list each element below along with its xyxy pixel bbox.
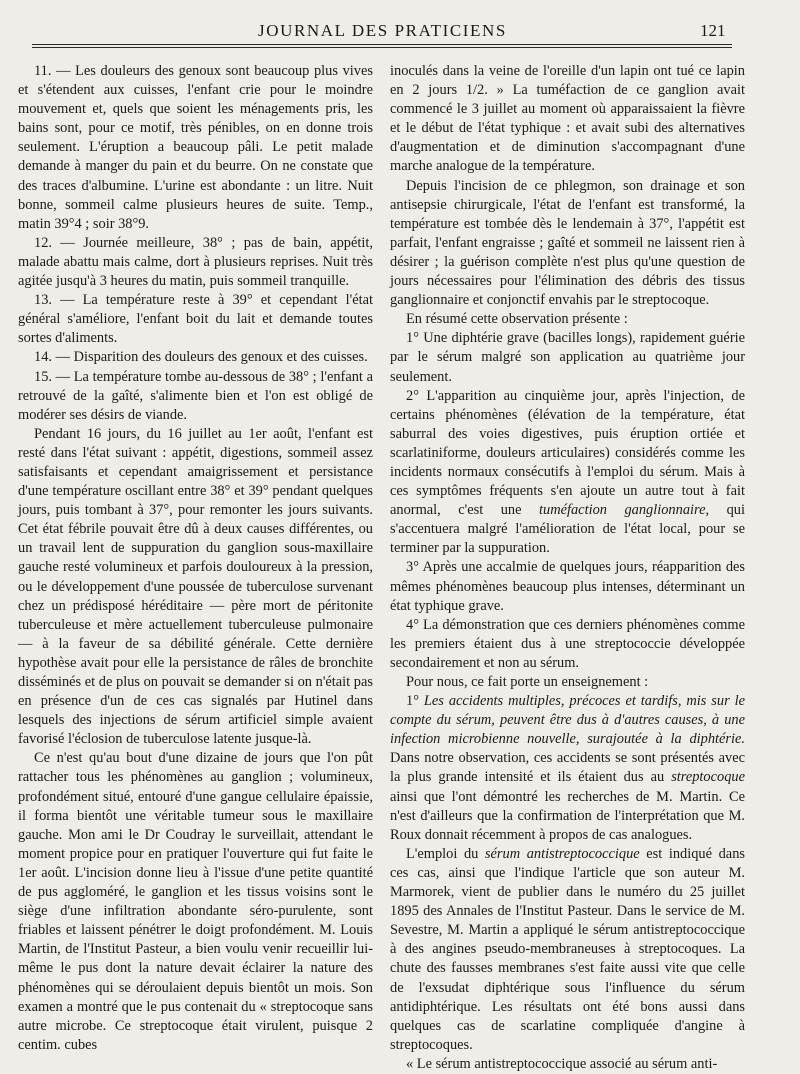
text-run: L'emploi du	[406, 845, 485, 862]
paragraph: 13. — La température reste à 39° et cependant l'état général s'améliore, l'enfant boit du lait et demande toutes sortes d'aliments.	[18, 292, 373, 347]
text-run: ainsi que l'ont démontré les recherches de M. Martin. Ce n'est d'ailleurs que la confirmation de l'interprétation que M. Roux donnait récemment à propos de cas analogues.	[390, 788, 745, 843]
text-run: 1°	[406, 693, 424, 710]
left-column	[18, 62, 373, 1055]
text-run: 2° L'apparition au cinquième jour, après l'injection, de certains phénomènes (élévation de la température, état saburral des voies digestives, puis éruption ortiée et scarlatiniforme, douleurs articulaires) considérés comme les incidents normaux consécutifs à l'emploi du sérum. Mais à ces symptômes fréquents s'en ajoute un autre tout à fait anormal, c'est une	[390, 387, 745, 519]
emphasis: sérum antistreptococcique	[484, 845, 640, 862]
paragraph: Pour nous, ce fait porte un enseignement :	[406, 674, 649, 690]
paragraph: 12. — Journée meilleure, 38° ; pas de bain, appétit, malade abattu mais calme, dort à plusieurs reprises. Nuit très agitée jusqu'à 3 heures du matin, puis sommeil tranquille.	[18, 234, 373, 290]
header-rule-thin	[32, 47, 732, 48]
paragraph: Depuis l'incision de ce phlegmon, son drainage et son antisepsie chirurgicale, l'état de l'enfant est transformé, la température est tombée dès le lendemain à 37°, l'appétit est parfait, l'enfant engraisse ; gaîté et sommeil ne laissent rien à désirer ; la guérison complète n'est plus qu'une question de jours nécessaires pour l'élimination des débris des tissus ganglionnaire et conjonctif envahis par le streptocoque.	[390, 177, 745, 309]
paragraph: 11. — Les douleurs des genoux sont beaucoup plus vives et s'étendent aux cuisses, l'enfant crie pour le moindre mouvement et, quels que soient les ménagements pris, les bains sont, pour ce motif, très pénibles, on en donne trois seulement. L'éruption a beaucoup pâli. Le petit malade demande à manger du pain et du beurre. On ne constate que des traces d'albumine. L'urine est abondante : un litre. Nuit bonne, sommeil calme plusieurs heures de suite. Temp., matin 39°4 ; soir 38°9.	[18, 63, 373, 232]
paragraph: 15. — La température tombe au-dessous de 38° ; l'enfant a retrouvé de la gaîté, s'alimente bien et l'on est obligé de modérer ses désirs de viande.	[18, 368, 373, 423]
paragraph: 3° Après une accalmie de quelques jours, réapparition des mêmes phénomènes beaucoup plus intenses, déterminant un état typhique grave.	[390, 559, 745, 614]
running-header	[0, 0, 800, 52]
journal-title: JOURNAL DES PRATICIENS	[258, 21, 507, 40]
paragraph: 1° Une diphtérie grave (bacilles longs), rapidement guérie par le sérum malgré son application au quatrième jour seulement.	[390, 330, 745, 385]
paragraph: inoculés dans la veine de l'oreille d'un lapin ont tué ce lapin en 2 jours 1/2. » La tuméfaction de ce ganglion avait commencé le 3 juillet au moment où apparaissaient la fièvre et le début de l'état typhique : et avait subi des alternatives d'augmentation et de diminution s'accompagnant d'une marche analogue de la température.	[390, 63, 745, 175]
emphasis: streptocoque	[671, 769, 745, 786]
page-number: 121	[700, 21, 726, 40]
paragraph: « Le sérum antistreptococcique associé au sérum anti-	[406, 1055, 718, 1072]
text-run: , qui s'accentuera malgré l'amélioration de l'état local, pour se terminer par la suppuration.	[390, 502, 745, 557]
paragraph: Ce n'est qu'au bout d'une dizaine de jours que l'on pût rattacher tous les phénomènes au ganglion ; volumineux, profondément situé, entouré d'une gangue cellulaire épaissie, il forma bientôt une véritable tumeur sous le maxillaire gauche. Mon ami le Dr Coudray le surveillait, attendant le moment propice pour en pratiquer l'ouverture qui fut faite le 1er août. L'incision donne lieu à l'issue d'une petite quantité de pus aggloméré, le ganglion et les tissus voisins sont le siège d'une infiltration abondante séro-purulente, sont friables et laissent pénétrer le doigt profondément. M. Louis Martin, de l'Institut Pasteur, a bien voulu venir recueillir lui-même le pus dont la nature devait éclairer la nature des phénomènes qui se déroulaient depuis bientôt un mois. Son examen a montré que le pus contenait du « streptocoque sans autre microbe. Ce streptocoque était virulent, puisque 2 centim. cubes	[18, 750, 373, 1053]
paragraph	[390, 387, 745, 559]
paragraph: 4° La démonstration que ces derniers phénomènes comme les premiers étaient dus à une streptococcie développée secondairement et non au sérum.	[390, 616, 745, 671]
text-run: est indiqué dans ces cas, ainsi que l'indique l'article que son auteur M. Marmorek, vient de publier dans le numéro du 25 juillet 1895 des Annales de l'Institut Pasteur. Dans le service de M. Sevestre, M. Martin a appliqué le sérum antistreptococcique à des angines pseudo-membraneuses à streptocoques. La chute des fausses membranes s'est faite aussi vite que celle de l'exsudat diphtérique sous l'influence du sérum antidiphtérique. Les résultats ont été bons aussi dans quelques cas de scarlatine compliquée d'angine à streptocoques.	[390, 845, 745, 1053]
emphasis: Les accidents multiples, précoces et tardifs, mis sur le compte du sérum, peuvent être dus à d'autres causes, à une infection microbienne nouvelle, surajoutée à la diphtérie.	[390, 693, 745, 748]
header-rule	[32, 44, 732, 45]
paragraph: Pendant 16 jours, du 16 juillet au 1er août, l'enfant est resté dans l'état suivant : appétit, digestions, sommeil assez satisfaisants et cependant amaigrissement et persistance d'une température oscillant entre 38° et 39° pendant quelques jours, puis tombant à 37°, pour remonter les jours suivants. Cet état fébrile pouvait être dû à deux causes différentes, ou un travail lent de suppuration du ganglion sous-maxillaire gauche resté volumineux et parfois douloureux à la pression, ou le développement d'une poussée de tuberculose survenant chez un prédisposé héréditaire — père mort de péritonite tuberculeuse et mère actuellement tuberculeuse pulmonaire — à la faveur de sa débilité générale. Cette dernière hypothèse avait pour elle la persistance de râles de bronchite disséminés et de plus on pouvait se demander si on n'était pas en présence d'un de ces cas signalés par Hutinel dans lesquels des injections de sérum artificiel simple avaient favorisé l'éclosion de tuberculose latente jusque-là.	[18, 425, 373, 748]
paragraph: 14. — Disparition des douleurs des genoux et des cuisses.	[34, 349, 368, 366]
text-run: Dans notre observation, ces accidents se sont présentés avec la plus grande intensité et ils étaient dus au	[390, 750, 745, 786]
right-column	[390, 62, 745, 1074]
paragraph	[390, 692, 745, 845]
paragraph: En résumé cette observation présente :	[406, 311, 628, 328]
paragraph	[390, 845, 745, 1055]
emphasis: tuméfaction ganglionnaire	[539, 502, 706, 519]
